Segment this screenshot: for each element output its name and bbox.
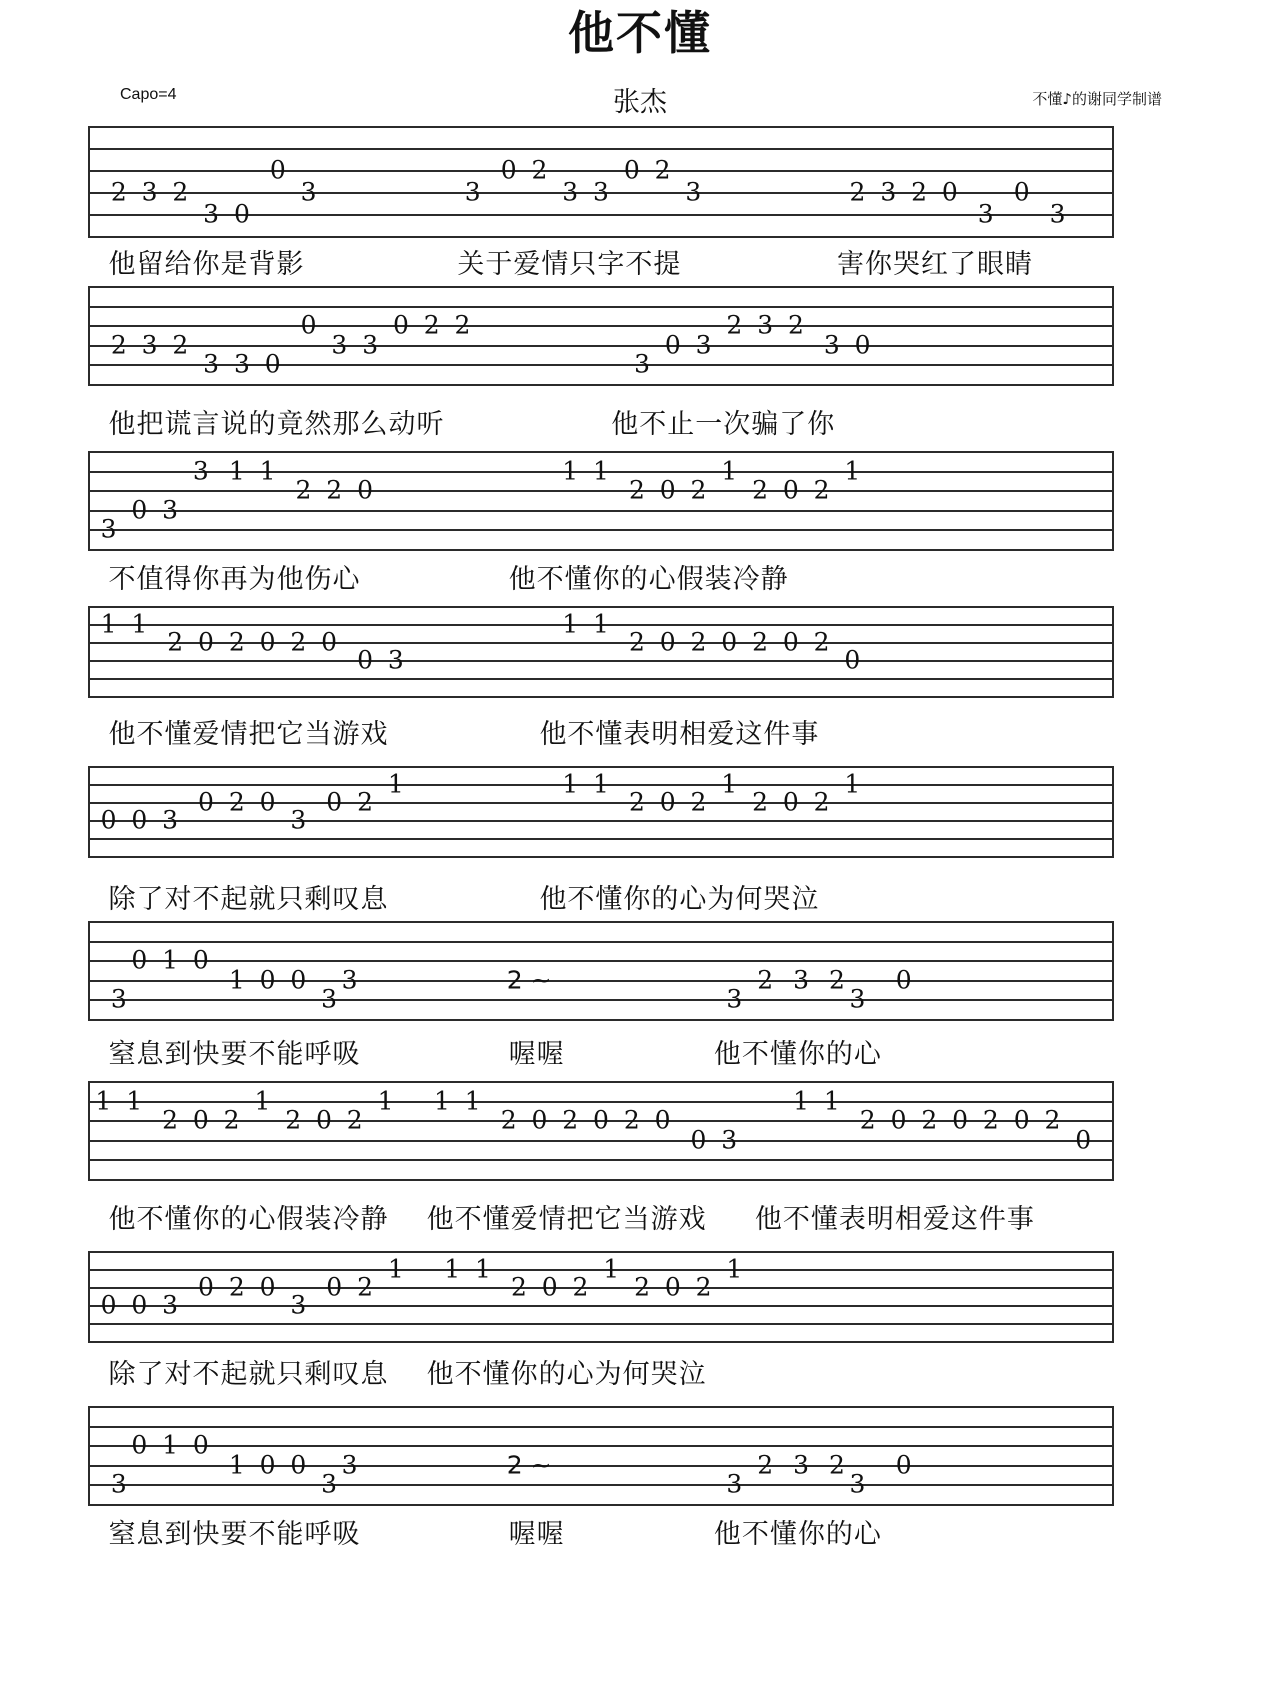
- tab-note: 3: [849, 1469, 866, 1499]
- tab-note: 0: [192, 945, 209, 975]
- string-line-2: [88, 1426, 1114, 1428]
- tab-note: 1: [434, 1086, 450, 1116]
- string-line-3: [88, 170, 1114, 172]
- barline-right: [1112, 126, 1114, 238]
- lyric-line-7: [88, 1197, 1114, 1237]
- string-line-5: [88, 838, 1114, 840]
- tab-note: 0: [895, 1450, 912, 1480]
- tab-note: 3: [203, 349, 220, 379]
- tab-note: 1: [387, 1254, 404, 1284]
- tab-note: 2: [326, 475, 343, 505]
- string-line-4: [88, 345, 1114, 347]
- lyric-phrase: 喔喔: [508, 1519, 565, 1550]
- tab-note: 3: [726, 1469, 743, 1499]
- tab-note: 0: [233, 199, 250, 229]
- lyric-phrase: 他不懂表明相爱这件事: [539, 719, 820, 750]
- tab-system-1: [88, 126, 1114, 238]
- lyric-phrase: 除了对不起就只剩叹息: [108, 884, 389, 915]
- tab-note: 2: [695, 1272, 712, 1302]
- tab-note: 0: [290, 965, 307, 995]
- tab-note: 2: [228, 1272, 245, 1302]
- tab-note: 2: [228, 627, 245, 657]
- barline-right: [1112, 921, 1114, 1021]
- string-line-2: [88, 1269, 1114, 1271]
- tab-note: 1: [259, 456, 276, 486]
- tab-note: 0: [782, 475, 799, 505]
- tab-note: 3: [162, 495, 179, 525]
- tab-system-9: [88, 1406, 1114, 1506]
- tab-note: 0: [782, 627, 799, 657]
- tab-note: 3: [823, 330, 840, 360]
- lyric-phrase: 他不懂你的心为何哭泣: [426, 1359, 707, 1390]
- tab-note: 1: [593, 456, 609, 486]
- tab-note: 2: [357, 1272, 373, 1302]
- tab-note: 1: [377, 1086, 394, 1116]
- tab-staff: [88, 766, 1114, 858]
- tab-note: 1: [444, 1254, 461, 1284]
- tab-note: 0: [357, 645, 373, 675]
- lyric-line-2: [88, 402, 1114, 442]
- tab-system-4: [88, 606, 1114, 698]
- tab-note: 0: [392, 310, 409, 340]
- string-line-5: [88, 1484, 1114, 1486]
- tab-staff: [88, 1081, 1114, 1181]
- string-line-6: [88, 549, 1114, 551]
- artist-name: 张杰: [613, 87, 667, 118]
- tab-note: 3: [849, 984, 866, 1014]
- tab-staff: [88, 1406, 1114, 1506]
- tab-note: 3: [203, 199, 220, 229]
- tab-note: 0: [259, 1272, 276, 1302]
- tab-note: 3: [793, 1450, 810, 1480]
- tab-note: 2: [223, 1105, 240, 1135]
- tab-note: 0: [321, 627, 338, 657]
- tab-note: 3: [233, 349, 250, 379]
- tab-note: 3: [634, 349, 650, 379]
- lyric-line-1: [88, 242, 1114, 282]
- tab-note: 3: [141, 330, 158, 360]
- lyric-phrase: 他留给你是背影: [108, 249, 305, 280]
- string-line-4: [88, 1305, 1114, 1307]
- lyric-phrase: 关于爱情只字不提: [457, 249, 682, 280]
- tab-note: 3: [726, 984, 743, 1014]
- tab-note: 3: [321, 1469, 338, 1499]
- tab-note: 1: [464, 1086, 481, 1116]
- tab-note: 0: [259, 1450, 276, 1480]
- tab-note: 1: [162, 1430, 179, 1460]
- tab-note: 0: [659, 627, 676, 657]
- tab-note: 0: [1075, 1125, 1092, 1155]
- tab-staff: [88, 286, 1114, 386]
- tab-note: 0: [895, 965, 912, 995]
- tab-note: 2: [454, 310, 471, 340]
- capo-label: Capo=4: [120, 86, 177, 103]
- string-line-1: [88, 606, 1114, 608]
- tab-note: 0: [1013, 177, 1030, 207]
- lyric-phrase: 害你哭红了眼睛: [836, 249, 1033, 280]
- tab-note: 2: [849, 177, 866, 207]
- tab-note: 0: [623, 155, 640, 185]
- tab-note: 2: [726, 310, 743, 340]
- string-line-5: [88, 999, 1114, 1001]
- tab-note: 3: [110, 1469, 127, 1499]
- tab-note: 2: [628, 787, 645, 817]
- string-line-3: [88, 490, 1114, 492]
- page-title: 他不懂: [568, 6, 712, 60]
- tab-note: 0: [500, 155, 517, 185]
- tab-note: 2: [911, 177, 927, 207]
- tab-note: 1: [721, 769, 738, 799]
- tab-note: 2: [757, 965, 774, 995]
- tab-note: 1: [100, 609, 117, 639]
- tab-note: 3: [562, 177, 579, 207]
- tab-note: 3: [300, 177, 317, 207]
- string-line-1: [88, 126, 1114, 128]
- lyric-phrase: 他不懂爱情把它当游戏: [108, 719, 389, 750]
- tab-note: 1: [823, 1086, 840, 1116]
- tab-note: 2: [290, 627, 307, 657]
- lyric-phrase: 除了对不起就只剩叹息: [108, 1359, 389, 1390]
- string-line-2: [88, 148, 1114, 150]
- tab-system-3: [88, 451, 1114, 551]
- tab-note: 1: [126, 1086, 143, 1116]
- tab-note: 0: [259, 787, 276, 817]
- tab-note: 2: [859, 1105, 876, 1135]
- lyric-line-9: [88, 1512, 1114, 1552]
- tab-note: 0: [192, 1105, 209, 1135]
- tab-note: 0: [131, 945, 148, 975]
- tab-note: 2: [172, 330, 189, 360]
- tab-note: 2: [628, 627, 645, 657]
- tab-note: 0: [854, 330, 871, 360]
- tab-note: 3: [464, 177, 481, 207]
- string-line-5: [88, 678, 1114, 680]
- tab-note: 1: [387, 769, 404, 799]
- barline-left: [88, 921, 90, 1021]
- tab-note: 1: [562, 609, 579, 639]
- tab-note: 0: [100, 805, 117, 835]
- tab-note: 0: [531, 1105, 548, 1135]
- tab-note: 2: [285, 1105, 302, 1135]
- tab-note: 2: [690, 475, 707, 505]
- tab-note: 0: [259, 965, 276, 995]
- lyric-phrase: 他不懂你的心假装冷静: [108, 1204, 389, 1235]
- tab-note: 2: [562, 1105, 579, 1135]
- tab-note: 3: [290, 1290, 307, 1320]
- barline-right: [1112, 286, 1114, 386]
- barline-left: [88, 1251, 90, 1343]
- tab-note: 2: [423, 310, 440, 340]
- lyric-phrase: 他把谎言说的竟然那么动听: [108, 409, 445, 440]
- lyric-phrase: 他不懂你的心为何哭泣: [539, 884, 820, 915]
- tab-note: 3: [341, 965, 358, 995]
- tab-note: 2: [628, 475, 645, 505]
- tab-note: 2: [357, 787, 373, 817]
- tab-note: 2 ~: [506, 965, 552, 995]
- lyric-phrase: 喔喔: [508, 1039, 565, 1070]
- tab-note: 0: [198, 787, 214, 817]
- tab-note: 3: [387, 645, 404, 675]
- tab-note: 2: [531, 155, 548, 185]
- barline-left: [88, 286, 90, 386]
- tab-note: 2: [162, 1105, 179, 1135]
- barline-left: [88, 126, 90, 238]
- tab-staff: [88, 451, 1114, 551]
- tab-note: 1: [844, 456, 861, 486]
- string-line-4: [88, 820, 1114, 822]
- string-line-5: [88, 529, 1114, 531]
- tab-note: 2: [829, 965, 845, 995]
- string-line-6: [88, 696, 1114, 698]
- header-row: [0, 86, 1280, 118]
- tab-note: 0: [326, 787, 343, 817]
- tab-note: 1: [721, 456, 738, 486]
- tab-note: 2: [690, 627, 707, 657]
- tab-note: 0: [659, 787, 676, 817]
- string-line-2: [88, 1101, 1114, 1103]
- tab-note: 1: [562, 769, 579, 799]
- tab-note: 1: [254, 1086, 271, 1116]
- tab-note: 0: [316, 1105, 332, 1135]
- tab-note: 3: [685, 177, 702, 207]
- tab-note: 3: [341, 1450, 358, 1480]
- string-line-6: [88, 1504, 1114, 1506]
- barline-right: [1112, 1081, 1114, 1181]
- string-line-2: [88, 941, 1114, 943]
- tab-note: 3: [100, 514, 117, 544]
- lyric-phrase: 他不懂你的心: [713, 1519, 882, 1550]
- tab-note: 1: [228, 965, 245, 995]
- tab-note: 1: [131, 609, 148, 639]
- tab-note: 3: [977, 199, 994, 229]
- tab-note: 3: [331, 330, 348, 360]
- tab-note: 2: [295, 475, 312, 505]
- tab-system-2: [88, 286, 1114, 386]
- tab-note: 2: [634, 1272, 650, 1302]
- tab-system-8: [88, 1251, 1114, 1343]
- tab-note: 0: [100, 1290, 117, 1320]
- lyric-line-4: [88, 712, 1114, 752]
- tab-note: 0: [952, 1105, 969, 1135]
- lyric-line-8: [88, 1352, 1114, 1392]
- tab-note: 1: [726, 1254, 743, 1284]
- lyric-phrase: 他不懂你的心: [713, 1039, 882, 1070]
- tab-note: 1: [162, 945, 179, 975]
- tab-note: 2: [346, 1105, 363, 1135]
- tab-note: 3: [192, 456, 209, 486]
- string-line-4: [88, 660, 1114, 662]
- string-line-3: [88, 960, 1114, 962]
- barline-right: [1112, 1251, 1114, 1343]
- tab-staff: [88, 126, 1114, 238]
- tab-system-5: [88, 766, 1114, 858]
- tab-note: 0: [326, 1272, 343, 1302]
- tab-note: 2: [172, 177, 189, 207]
- lyric-phrase: 他不止一次骗了你: [611, 409, 836, 440]
- string-line-6: [88, 236, 1114, 238]
- tab-staff: [88, 921, 1114, 1021]
- tab-note: 0: [659, 475, 676, 505]
- barline-left: [88, 766, 90, 858]
- string-line-6: [88, 1019, 1114, 1021]
- transcriber-credit: 不懂♪的谢同学制谱: [1032, 90, 1162, 108]
- tab-note: 0: [198, 1272, 214, 1302]
- tab-note: 0: [269, 155, 286, 185]
- tab-note: 0: [264, 349, 281, 379]
- tab-note: 0: [131, 495, 148, 525]
- tab-note: 2: [510, 1272, 527, 1302]
- string-line-3: [88, 325, 1114, 327]
- tab-note: 0: [890, 1105, 907, 1135]
- tab-note: 2: [110, 177, 127, 207]
- tab-note: 2: [654, 155, 671, 185]
- string-line-1: [88, 1251, 1114, 1253]
- string-line-5: [88, 1323, 1114, 1325]
- tab-note: 3: [162, 805, 179, 835]
- tab-note: 0: [690, 1125, 707, 1155]
- tab-note: 0: [721, 627, 738, 657]
- tab-note: 0: [131, 1290, 148, 1320]
- lyric-phrase: 他不懂爱情把它当游戏: [426, 1204, 707, 1235]
- tab-note: 3: [880, 177, 897, 207]
- tab-note: 0: [844, 645, 861, 675]
- lyric-phrase: 他不懂表明相爱这件事: [754, 1204, 1035, 1235]
- tab-note: 3: [362, 330, 379, 360]
- string-line-3: [88, 1445, 1114, 1447]
- tab-note: 3: [321, 984, 338, 1014]
- tab-note: 2: [110, 330, 127, 360]
- tab-note: 2: [921, 1105, 938, 1135]
- tab-note: 2: [623, 1105, 640, 1135]
- tab-note: 2: [500, 1105, 517, 1135]
- barline-right: [1112, 766, 1114, 858]
- tab-note: 0: [131, 805, 148, 835]
- lyric-phrase: 不值得你再为他伤心: [108, 564, 361, 595]
- string-line-1: [88, 921, 1114, 923]
- tab-note: 2: [167, 627, 184, 657]
- lyric-line-5: [88, 877, 1114, 917]
- tab-note: 1: [793, 1086, 810, 1116]
- string-line-6: [88, 856, 1114, 858]
- tab-note: 2: [813, 787, 830, 817]
- tab-note: 2: [813, 627, 830, 657]
- tab-note: 3: [162, 1290, 179, 1320]
- tab-note: 2 ~: [506, 1450, 552, 1480]
- tab-note: 3: [695, 330, 712, 360]
- barline-left: [88, 1081, 90, 1181]
- tab-note: 3: [721, 1125, 738, 1155]
- tab-note: 0: [654, 1105, 671, 1135]
- string-line-1: [88, 1081, 1114, 1083]
- tab-system-6: [88, 921, 1114, 1021]
- string-line-6: [88, 1341, 1114, 1343]
- tab-note: 3: [110, 984, 127, 1014]
- tab-note: 2: [829, 1450, 845, 1480]
- tab-system-7: [88, 1081, 1114, 1181]
- lyric-phrase: 他不懂你的心假装冷静: [508, 564, 789, 595]
- tab-note: 0: [300, 310, 317, 340]
- tab-note: 0: [259, 627, 276, 657]
- string-line-4: [88, 1140, 1114, 1142]
- tab-note: 0: [192, 1430, 209, 1460]
- string-line-2: [88, 306, 1114, 308]
- tab-note: 2: [752, 627, 768, 657]
- tab-note: 0: [664, 1272, 681, 1302]
- lyric-line-3: [88, 557, 1114, 597]
- tab-note: 1: [562, 456, 579, 486]
- lyric-phrase: 窒息到快要不能呼吸: [108, 1519, 361, 1550]
- string-line-6: [88, 384, 1114, 386]
- tab-note: 2: [228, 787, 245, 817]
- barline-right: [1112, 451, 1114, 551]
- barline-right: [1112, 606, 1114, 698]
- tab-note: 2: [757, 1450, 774, 1480]
- tab-note: 2: [752, 787, 768, 817]
- tab-note: 0: [198, 627, 214, 657]
- tab-note: 1: [228, 1450, 245, 1480]
- tab-note: 2: [752, 475, 768, 505]
- tab-note: 0: [664, 330, 681, 360]
- tab-note: 0: [782, 787, 799, 817]
- tab-note: 0: [357, 475, 373, 505]
- barline-left: [88, 1406, 90, 1506]
- barline-right: [1112, 1406, 1114, 1506]
- tab-note: 2: [982, 1105, 999, 1135]
- tab-note: 2: [690, 787, 707, 817]
- tab-note: 0: [1013, 1105, 1030, 1135]
- tab-note: 0: [131, 1430, 148, 1460]
- tab-note: 3: [1049, 199, 1066, 229]
- tab-note: 1: [475, 1254, 491, 1284]
- tab-note: 2: [813, 475, 830, 505]
- tab-note: 2: [787, 310, 804, 340]
- tab-note: 1: [95, 1086, 112, 1116]
- tab-note: 0: [941, 177, 958, 207]
- lyric-phrase: 窒息到快要不能呼吸: [108, 1039, 361, 1070]
- tab-note: 0: [290, 1450, 307, 1480]
- tab-staff: [88, 1251, 1114, 1343]
- tab-note: 3: [141, 177, 158, 207]
- lyric-line-6: [88, 1032, 1114, 1072]
- string-line-1: [88, 451, 1114, 453]
- tab-note: 3: [593, 177, 609, 207]
- tab-note: 3: [793, 965, 810, 995]
- tab-note: 3: [757, 310, 774, 340]
- tab-note: 2: [572, 1272, 589, 1302]
- tab-note: 0: [541, 1272, 558, 1302]
- tab-note: 3: [290, 805, 307, 835]
- string-line-1: [88, 1406, 1114, 1408]
- tab-note: 2: [1044, 1105, 1061, 1135]
- string-line-6: [88, 1179, 1114, 1181]
- tab-note: 1: [593, 609, 609, 639]
- string-line-4: [88, 510, 1114, 512]
- tab-note: 0: [593, 1105, 609, 1135]
- barline-left: [88, 606, 90, 698]
- string-line-1: [88, 766, 1114, 768]
- string-line-1: [88, 286, 1114, 288]
- tab-note: 1: [844, 769, 861, 799]
- tab-staff: [88, 606, 1114, 698]
- tab-note: 1: [593, 769, 609, 799]
- tab-note: 1: [228, 456, 245, 486]
- barline-left: [88, 451, 90, 551]
- tab-note: 1: [603, 1254, 620, 1284]
- string-line-5: [88, 1159, 1114, 1161]
